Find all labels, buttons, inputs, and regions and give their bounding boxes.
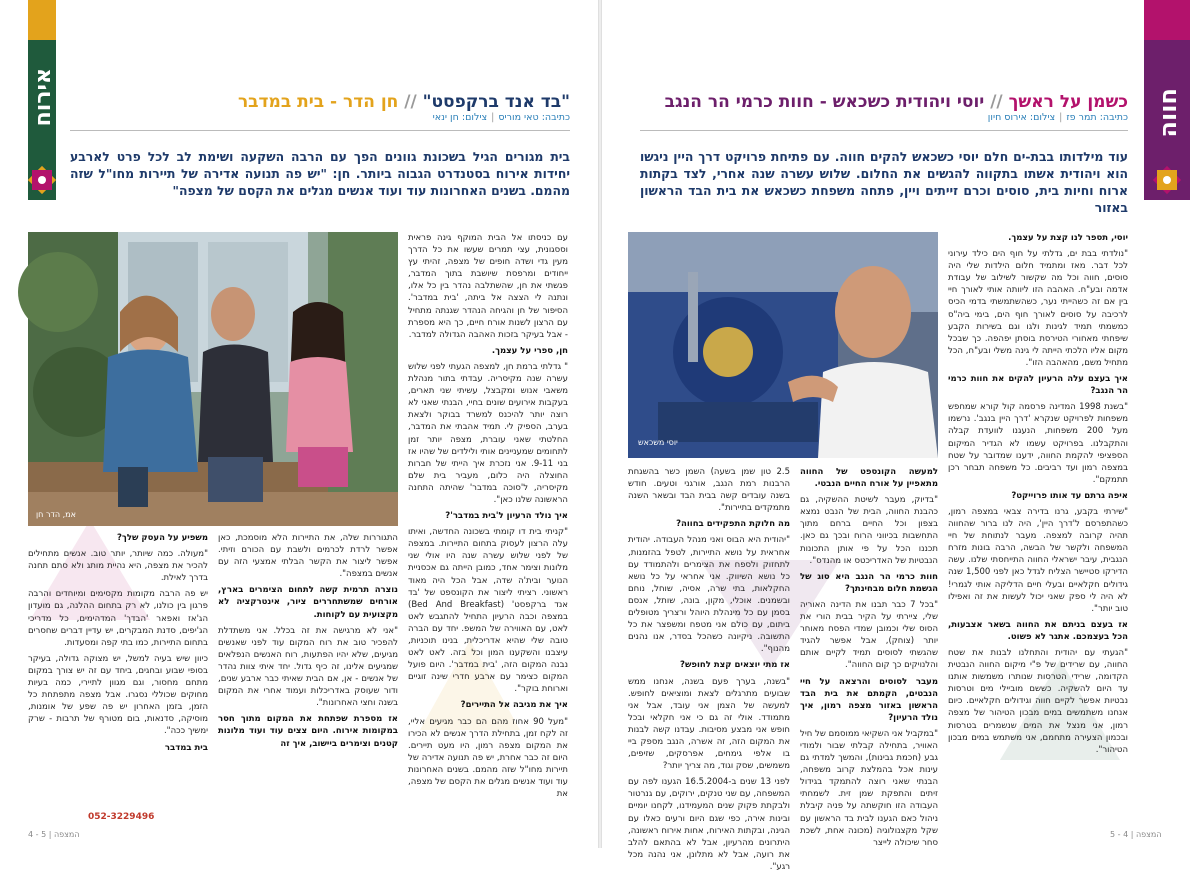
left-title-place: חן הדר - בית במדבר	[237, 92, 399, 112]
article-paragraph: "בכל 7 כבר תבנו את הדינה האוריה שלי, ציירתי על הקיר בבית הורי את הסוס שלי וכמובן שמדי הפסח מאוחר יותר (צוחק), אבל אפשר להגיד שהגשתי לסוסים תמיד לקיים אותם והלנויקים כך קום החווה".	[800, 599, 938, 671]
left-title-separator: //	[404, 92, 417, 112]
left-header-rule	[70, 130, 570, 131]
article-paragraph: "במקביל אני השקיאי ממוסמם של חיל האוויר, בתחילה קבלתי שבור ולמודי גבע (חכמת גבינות), והמשך למדתי גם עינות אכל בהמלצת קרוב משפחה, הבנתי שאני רוצה להתמקד בגידול זיתים והתפקת שמן זית. לשמחתי העבודה הזו חוקשתה על פניה קיבלת ניהול כאם הגענו לבית בד הראשון עם שקל מקצנולוגיה (מכונה אחת, לשכת סחר שיכולה לייצר	[800, 728, 938, 848]
interview-question: איפה גרתם עד אותו פרוייקט?	[1011, 490, 1128, 501]
right-page-footer: המצפה | 4 - 5	[1110, 830, 1162, 839]
right-section-label: חווה	[1154, 88, 1182, 138]
left-title-quote: "בד אנד ברקפסט"	[422, 92, 570, 112]
left-column-3	[28, 532, 208, 810]
right-title-separator: //	[990, 92, 1003, 112]
left-photo-family	[28, 232, 398, 526]
right-intro: עוד מילדותו בבת-ים חלם יוסי כשכאש להקים חווה. עם פתיחת פרויקט דרך היין ניגשו הוא ויהודית אשתו בתקווה להגשים את החלום. שלוש עשרה שנה אחרי, לצד בקתות ארוח וחיות בית, סוסים וכרם זייתים ויין, פתחה משפחת כשכאש את בית הבד הראשון באזור	[640, 149, 1128, 215]
right-header-rule	[640, 130, 1128, 131]
right-column-2	[800, 466, 938, 848]
right-tab-stripe	[1144, 0, 1190, 40]
phone-number: 052-3229496	[88, 812, 155, 822]
left-photo-svg	[28, 232, 398, 526]
interview-question: נוצרה תרמית קשה לתחום הצימרים בארץ, אורחים שמשתחררים ציור, אינטרקציה לא מקצועית עם לקוחות.	[218, 585, 398, 620]
left-photo-caption: אמ, הדר חן	[36, 510, 76, 519]
interview-question: מה חלוקת התפקידים בחווה?	[676, 519, 790, 530]
page-gutter	[598, 0, 602, 848]
left-page-footer: 4 - 5 | המצפה	[28, 830, 80, 839]
right-column-1	[948, 232, 1128, 822]
left-column-2	[218, 532, 398, 830]
article-paragraph: 2.5 טון שמן בשעה) השמן כשר בהשגחת הרבנות רמת הנגב, אורגני וטעים. חודש בשנה עובדים קשה בבית הבד ובשאר השנה מתמקדים בתיירות".	[628, 467, 790, 514]
article-paragraph: "קניתי בית דו קומתי בשכונה החדשה, ואיתו עלה הרצון לעסוק בתחום התיירות. במצפה של לפני שלוש עשרה שנה היו אולי שני מלונות וצימר אחד, כמובן הייתה גם אכסניית הנוער ובית'ה שדה, אבל הכל היה מאוד ראשוני. רציתי ליצור את הקונספט של 'בד אנד ברקפסט' (Bed And Breakfast) במצפה וכבה הרעיון התחיל להתגבש לאט לאט, עם האווירה של המשפ. יחד עם הברה טובה שלי שהיא אדריכלית, בנינו תוכניות, עיצבנו והשקענו המון וכל בזה. לאט לאט נבנה המקום הזה, 'בית במדבר'. היום פועל המקום כצימר עם ארבע חדרי שינה זוגיים וארוחת בוקר".	[408, 527, 568, 695]
article-paragraph: "בשנה, בערך פעם בשנה, אנחנו ממש שבועים מתרגלים לצאת ומוציאים לחופש. למעשה של הצמן אני עובד, אבל אני מתמודד. אולי זה גם כי אני חקלאי ובכל חופש אני מבצע מסיבות. עבדנו קשה לבנות את המקום הזה, זה אשרה, הנגב מספק ביי בו אלפי גימחים, אפרסקים, שזיפים, משמשים, שסק וגוד, מה צריך יותר?	[628, 676, 790, 772]
emblem-dot	[1163, 176, 1171, 184]
left-emblem-icon	[27, 165, 57, 195]
article-paragraph: "יהודית היא הבוס ואני מנהל העבודה. יהודית אחראית על נושא התיירות, לטפל בהזמנות, לתחזוק ולספח את הצימרים ולהתמודד עם כל נושא השיווק. אני אחראי על כל נושא החקלאות, בתי שרה, אסיה, שוחל, נוחם ובשמנים. אוכלי, מקון, בונה, שותל, אנסם בסמן עם כל מינהלת היוהל ורצריך מטופלים ביתום, עם כולם אני מטפח ומשפצר את כל התשובה. ניקיונה כשהכל בסדר, אנו נהנים מהנוף".	[628, 535, 790, 655]
interview-question: איך בעצם עלה הרעיון להקים את חוות כרמי הר הנגב?	[948, 374, 1128, 397]
right-article-header	[640, 92, 1128, 123]
article-paragraph: " גדלתי ברמת חן, למצפה הגעתי לפני שלוש עשרה שנה מקיסריה. עבדתי בתור מנהלת משאבי אנוש ומקבצל, עשיתי שני תארים, בעקבות אירועים שונים בחיי, הבנתי שאני לא רוצה יותר להיכנס למשרד בבוקר ולצאת בערב, הספיק לי. תמיד אהבתי את המדבר, החלטתי שאני עוברת, מצפה יותר זמן לתחומים שמעניינים אותי ולילדים של שהיו אז בני 9-11. אני נזכרת איך הייתי של חברות החוצלה היה כלום, מעביר בית שלם מקיסריה, ל'סוכה במדבר' שהיתה התחנה הראשונה שלנו כאן".	[408, 361, 568, 505]
right-emblem-icon	[1152, 165, 1182, 195]
interview-question: איך את מגיבה אל התיירים?	[460, 700, 568, 711]
article-paragraph: כיוון שיש בעיה למשל, יש מצוקה גדולה, בעיקר בסופי שבוע ובחגים, ביחד עם זה יש צורך במקום מתחם מחסור, וגם מגוון לתיירי, כמה בעיות מחוקים שכוללי נסגרו. אבל מצפה מתפתחת כל הזמן, בזמן האחרון יש פה שפע של אומנות, מוסיקה, סדנאות, בום מטורף של תרבות - שרק ימשיך ככה".	[28, 653, 208, 737]
right-article-title	[640, 92, 1128, 112]
interview-question: חוות כרמי הר הנגב היא סוג של הגשמת חלום מבחינתך?	[800, 571, 938, 594]
article-paragraph: "הגעתי עם יהודית והתחלנו לבנות את שטח החווה, עם שרידים של פ"י מיקום החווה הנבטית הקדומה, שרידי הטרסות שנותרו משמשות אותנו עד היום להשקיה. כששם מוביילי מים וטרסות נבטיות אפשר לקיים חווה וגידולים חקלאיים. כיום אנחנו משתמשים במים מבכון הטיהור של מצפה רמון, אני מנצל את המים שנשמרים בטרסות ובכמון הצעירה מתחמם, אני משתמש במים מבכון הטיהור".	[948, 648, 1128, 755]
article-paragraph: "אני לא מרגישה את זה בכלל. אני משתדלת להפכיר טוב את רוח המקום עוד לפני שאנשים מגיעים, שלא יהיו הפתעות, רוח האנשים הנפלאים שמגיעים אלינו, זה כיף גדול. יחד איתי צוות נהדר של אנשים - אן, אם הבית שאיתי כבר ארבע שנים, ודור שעוסק באדריכלות ועמוד אחרי את המקום בשנה וחצי האחרונות".	[218, 625, 398, 709]
article-paragraph: יש פה הרבה מקומות מקסימים ומיוחדים והרבה פרגון בין כולנו, לא רק בתחום ההלנה, גם מועדון הג'אז ואפאר 'הבדך' המדהימים, כל מדריכי הג'יפים, סדנת המבקרים, יש עדיין דברים שחסרים בתחום התיירות, כמו בתי קפה ומסעדות.	[28, 589, 208, 648]
left-article-title	[237, 92, 570, 112]
right-column-3	[628, 466, 790, 872]
left-intro: בית מגורים הגיל בשכונת גוונים הפך עם הרבה השקעה ושימת לב לכל פרט לארבע יחידות אירוח בסטנדרט הגבוה ביותר. חן: "יש פה תנועה אדירה של תיירות מחו"ל שזה מהמם. בשנים האחרונות עוד ועוד אנשים מגלים את הקסם של מצפה"	[70, 149, 570, 198]
interview-question: אז מספרת שפתחת את המקום מתוך חסר במקומות אירוח. היום צצים עוד ועוד מלונות קטנים וצימרים ביישוב, איך זה	[218, 714, 398, 749]
right-credits: כתיבה: תמר פז|צילום: אירוס חיון	[987, 112, 1128, 123]
article-paragraph: עם כניסתו אל הבית המוקף גינה פראית וססגונית, עצי תמרים שעשו את כל הדרך מעין גדי ושדה חופים של מצפה, זהיתי עץ ייחודים ומרפסת שיושבת בתוך המדבר, פגשתי את חן, שהשתלבה נהדר בין כל אלו, ונתנה לי הצצה אל ביתה, 'בית במדבר'. הסיפור של חן והגיחה הנהדר שגנתה מתחיל עם הרצון לשנות אורח חיים, כך היא מספרת - אבל בעיקר בזכות האהבה הגדולה למדבר.	[408, 233, 568, 340]
interview-question: אז בעצם בניתם את החווה בשאר אצבעות, הכל בעצמכם. אתגר לא פשוט.	[948, 619, 1128, 642]
article-paragraph: "מעולה. כמה שיותר, יותר טוב. אנשים מתחילים להכיר את מצפה, היא נהיית מותג ולא סתם תחנה בדרך לאילת.	[28, 549, 208, 584]
right-credit-photo: צילום: אירוס חיון	[987, 112, 1056, 123]
article-paragraph: "בדיוק, מעבר לשיטת ההשקיה, גם כהבנת החווה, הבית של הנבט נמצא בצפון וכל החיים ברחם מתוך התחשבות בכיווני הרוח ובכך גם כאן. תכננו הכל על פי אותן התכונות הנבטיות של האדריכטס או מהנדס".	[800, 495, 938, 566]
interview-question: למעשה הקונספט של החווה מתאפיין על אורח החיים הנבטי.	[800, 467, 938, 490]
article-paragraph: "בשנת 1998 המדינה פרסמה קול קורא שמחפש משפחות לפרויקט שנקרא 'דרך היין בנגב'. נרשמו מעל 200 משפחות, הנעגנו לוועדת קבלה והתקבלנו. בפרויקט עשמו לא הגדיר המיקום הספציפי להקמת החווה, ידענו שמדובר על שטח במצפה רמון ועד רביבים. כל משפחה תבחר רכן תתמקם".	[948, 402, 1128, 485]
left-credit-writer: כתיבה: טאי מוריס	[498, 112, 570, 123]
article-paragraph: התגוררות שלה, את התיירות הלא מוסמכת, כאן אפשר לרדת לכרמים ולשבת עם הכורם וזיתי. אפשר ליצור את הקשר הבלתי אמצעי הזה עם אנשים במצפה".	[218, 533, 398, 580]
interview-question: איך נולד הרעיון ל'בית במדבר'?	[445, 511, 568, 522]
right-title-main: כשמן על ראשך	[1008, 92, 1128, 112]
right-credit-writer: כתיבה: תמר פז	[1066, 112, 1128, 123]
interview-question: חן, ספרי על עצמך.	[491, 345, 568, 356]
right-title-names: יוסי ויהודית כשכאש - חוות כרמי הר הנגב	[664, 92, 985, 112]
left-column-1	[408, 232, 568, 822]
left-tab-stripe	[28, 0, 56, 40]
right-photo-svg	[628, 232, 938, 458]
article-paragraph: "מעל 90 אחוז מהם הם כבר מגיעים אליי, זה לקח זמן, בתחילת הדרך אנשים לא הכירו את המקום מצפה רמון, היו מעט תיירים. היום זה כבר אחרת, יש פה תנועה אדירה של תיירות מחו"ל שזה מהמם. בשנים האחרונות עוד ועוד אנשים מגלים את הקסם של מצפה, את	[408, 716, 568, 800]
interview-question: אז מתי יוצאים קצת לחופש?	[680, 660, 790, 671]
emblem-dot	[38, 176, 46, 184]
article-paragraph: "נולדתי בבת ים, גדלתי על חוף הים כילד עירוני לכל דבר. מאז ומתמיד חלום הילדות שלי היה סוסים, חווה וכל מה שקשור לשילוב של עבודת אדמה ובע"ח. האהבה הזו ליוותה אותי לאורך חיי בין אם זה כשהייתי נער, כשהשתמשתי בדמי הכיס לרכיבה על סוסים לאורך חוף הים, בימי ביה"ס כמשמתי תמיד לגינות ולגו וגם בשירות הקבע שיפחתי מאחורי הטירסת בוסתן יפהפה. כך שבכל מקום אליו הלכתי הייתה לי גינה משלי ובע"ח, הכל מתחיל משם, מהאהבה הזו".	[948, 249, 1128, 368]
left-credit-photo: צילום: חן ינאי	[432, 112, 488, 123]
right-photo-caption: יוסי משכאש	[638, 438, 678, 447]
left-article-header	[237, 92, 570, 123]
article-paragraph: "שירתי בקבע, גרנו בדירה צבאי במצפה רמון, כשהתפרסם ל'דרך היין', היה לנו ברור שהחווה תהיה קרובה למצפה. מעבר לנתוחת של חיי המשפחה ולקשר של הבשה, הרבה בונות מזרח הנגבית, עיבר ישראלי החווה התייחסתי שלנו. עשה הדירקו סטיישר הצליח לגדל כאן לפני 1,500 שנה גידולים חקלאיים ובעלי חיים הדליקה אותי לגמרי! לא היה לי ספק שאני יכול לעשות את זה ואפילו טוב יותר".	[948, 506, 1128, 614]
right-photo-yossi	[628, 232, 938, 458]
left-credits: כתיבה: טאי מוריס|צילום: חן ינאי	[432, 112, 570, 123]
interview-question: בית במדבר	[164, 742, 208, 753]
left-section-label: אירוח	[31, 68, 56, 127]
interview-question: מעבר לסוסים והרצאה על חיי הנבטים, הקמתם את בית הבד הראשון באזור מצפה רמון, איך נולד הרעיון?	[800, 676, 938, 723]
interview-question: משפיע על העסק שלך?	[117, 533, 208, 543]
interview-question: יוסי, תספר לנו קצת על עצמך.	[1008, 233, 1128, 243]
article-paragraph: לפני 13 שנים ב-16.5.2004 הגענו לפה עם המשפחה, עם שני טנקים, ירוקים, עם גנרטור ולבקתת פקוק שנים המעמידנו, לקחנו יומיים ובינות אירה, כפי שגם היום ורעים כאלו עם הגינה, ובקתות האירוח, אחות אירוח ראשונה, היתרונים מהרעיון, אבל לא בהתאם להלב את רועה, אבל לא מתלונן, אני נהנה מכל רגע".	[628, 777, 790, 872]
